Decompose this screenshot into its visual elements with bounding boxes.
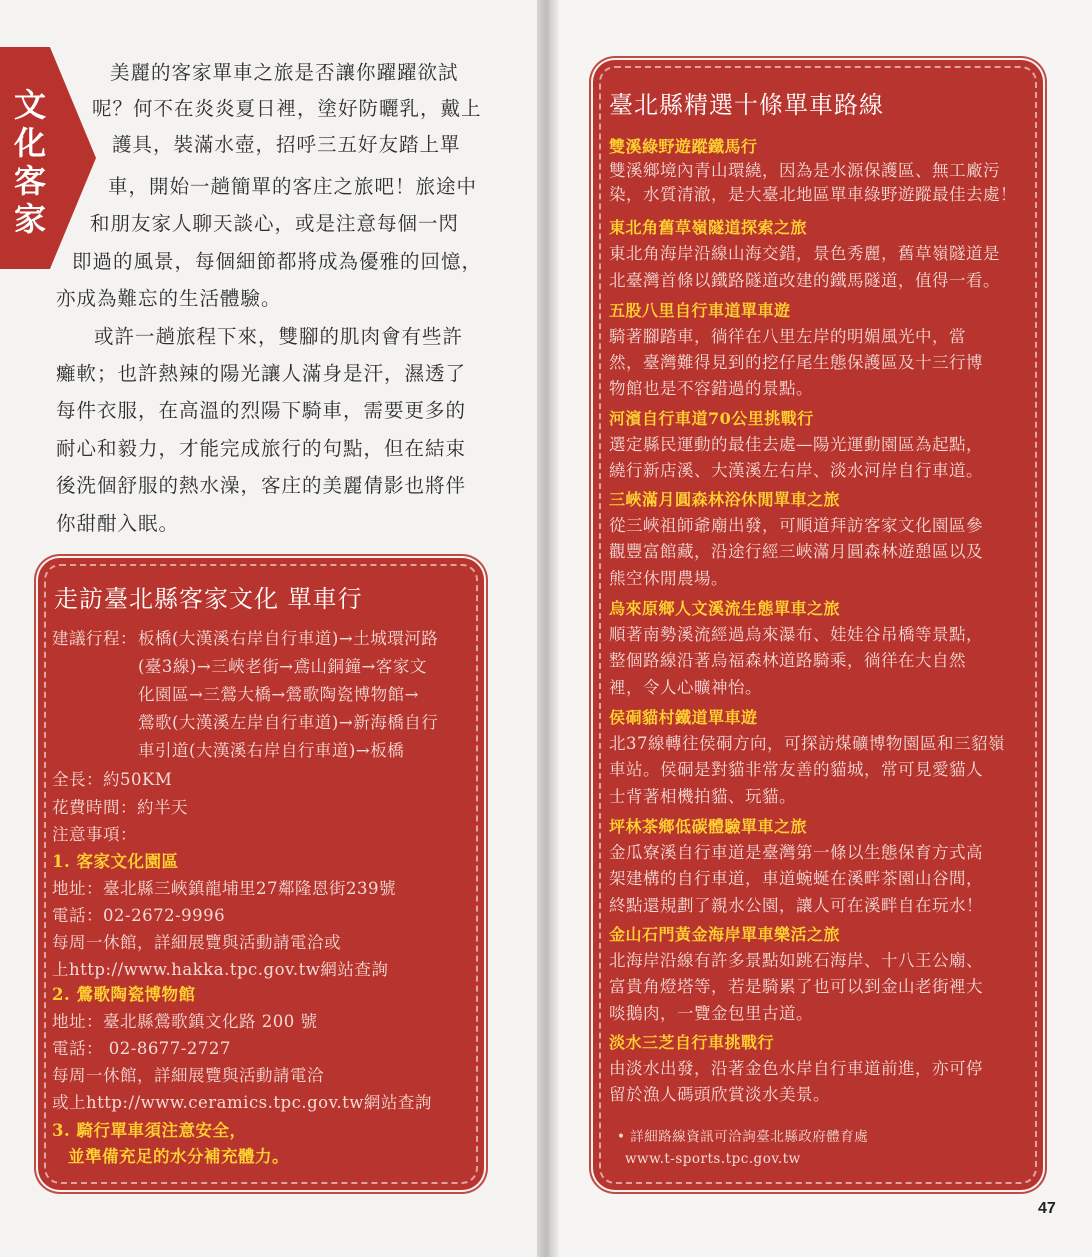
- venue2-hours: 每周一休館，詳細展覽與活動請電洽: [52, 1066, 324, 1085]
- itinerary-label: 建議行程：: [52, 629, 137, 648]
- intro-line: 耐心和毅力，才能完成旅行的句點，但在結束: [56, 437, 467, 460]
- route-name: 三峽滿月圓森林浴休閒單車之旅: [609, 490, 841, 509]
- route-desc: 由淡水出發，沿著金色水岸自行車道前進，亦可停: [609, 1059, 983, 1078]
- intro-line: 你甜酣入眠。: [56, 512, 180, 535]
- route-desc: 從三峽祖師爺廟出發，可順道拜訪客家文化園區參: [609, 516, 983, 535]
- safety-note: 並準備充足的水分補充體力。: [68, 1147, 289, 1166]
- route-desc: 留於漁人碼頭欣賞淡水美景。: [609, 1085, 830, 1104]
- route-desc: 金瓜寮溪自行車道是臺灣第一條以生態保育方式高: [609, 843, 983, 862]
- tab-char: 客: [13, 162, 46, 200]
- intro-line: 護具，裝滿水壺，招呼三五好友踏上單: [112, 133, 461, 156]
- route-desc: 整個路線沿著烏福森林道路騎乘，徜徉在大自然: [609, 651, 966, 670]
- intro-line: 呢？何不在炎炎夏日裡，塗好防曬乳，戴上: [92, 97, 482, 120]
- route-desc: 啖鵝肉，一覽金包里古道。: [609, 1004, 813, 1023]
- intro-line: 和朋友家人聊天談心，或是注意每個一閃: [90, 212, 460, 235]
- route-desc: 熊空休閒農場。: [609, 569, 728, 588]
- route-desc: 觀豐富館藏，沿途行經三峽滿月圓森林遊憩區以及: [609, 542, 983, 561]
- route-desc: 繞行新店溪、大漢溪左右岸、淡水河岸自行車道。: [609, 461, 983, 480]
- intro-line: 亦成為難忘的生活體驗。: [56, 287, 282, 310]
- intro-line: 癱軟；也許熱辣的陽光讓人滿身是汗，濕透了: [56, 362, 467, 385]
- route-desc: 染，水質清澈，是大臺北地區單車綠野遊蹤最佳去處！: [609, 185, 1017, 204]
- hakka-cycling-box: [38, 558, 484, 1190]
- page-number: 47: [1038, 1200, 1056, 1217]
- route-desc: 選定縣民運動的最佳去處—陽光運動園區為起點，: [609, 435, 983, 454]
- route-desc: 架建構的自行車道，車道蜿蜒在溪畔茶園山谷間，: [609, 869, 983, 888]
- venue2-website: 或上http://www.ceramics.tpc.gov.tw網站查詢: [52, 1093, 432, 1112]
- footer-note: • 詳細路線資訊可洽詢臺北縣政府體育處: [617, 1129, 869, 1145]
- route-name: 五股八里自行車道單車遊: [609, 301, 791, 320]
- route-desc: 順著南勢溪流經過烏來瀑布、娃娃谷吊橋等景點，: [609, 625, 983, 644]
- route-desc: 北海岸沿線有許多景點如跳石海岸、十八王公廟、: [609, 951, 983, 970]
- intro-line: 每件衣服，在高溫的烈陽下騎車，需要更多的: [56, 399, 467, 422]
- route-desc: 士背著相機拍貓、玩貓。: [609, 787, 796, 806]
- box-title: 走訪臺北縣客家文化 單車行: [54, 585, 363, 613]
- venue1-address: 地址：臺北縣三峽鎮龍埔里27鄰隆恩街239號: [52, 879, 396, 898]
- route-desc: 北臺灣首條以鐵路隧道改建的鐵馬隧道，值得一看。: [609, 271, 1000, 290]
- safety-note: 3. 騎行單車須注意安全，: [52, 1121, 247, 1140]
- route-name: 河濱自行車道70公里挑戰行: [609, 409, 814, 428]
- routes-box: [593, 60, 1043, 1190]
- route-desc: 物館也是不容錯過的景點。: [609, 379, 813, 398]
- tab-char: 家: [13, 200, 46, 238]
- itinerary-line: 化園區→三鶯大橋→鶯歌陶瓷博物館→: [138, 685, 419, 704]
- venue1-phone: 電話：02-2672-9996: [52, 906, 226, 925]
- itinerary-line: 鶯歌(大漢溪左岸自行車道)→新海橋自行: [138, 713, 439, 732]
- venue1-title: 1. 客家文化園區: [52, 852, 179, 871]
- route-desc: 雙溪鄉境內青山環繞，因為是水源保護區、無工廠污: [609, 161, 1000, 180]
- route-name: 坪林茶鄉低碳體驗單車之旅: [609, 817, 808, 836]
- intro-line: 後洗個舒服的熱水澡，客庄的美麗倩影也將伴: [56, 474, 467, 497]
- itinerary-line: 板橋(大漢溪右岸自行車道)→土城環河路: [138, 629, 439, 648]
- route-desc: 車站。侯硐是對貓非常友善的貓城，常可見愛貓人: [609, 760, 983, 779]
- venue2-phone: 電話： 02-8677-2727: [52, 1039, 231, 1058]
- route-name: 金山石門黃金海岸單車樂活之旅: [609, 925, 841, 944]
- total-length: 全長：約50KM: [52, 770, 173, 789]
- venue2-title: 2. 鶯歌陶瓷博物館: [52, 985, 196, 1004]
- route-desc: 富貴角燈塔等，若是騎累了也可以到金山老街裡大: [609, 977, 983, 996]
- route-desc: 北37線轉往侯硐方向，可探訪煤礦博物園區和三貂嶺: [609, 734, 1005, 753]
- intro-line: 即過的風景，每個細節都將成為優雅的回憶，: [72, 250, 483, 273]
- notes-label: 注意事項：: [52, 825, 137, 844]
- venue1-website: 上http://www.hakka.tpc.gov.tw網站查詢: [52, 960, 389, 979]
- time-spent: 花費時間：約半天: [52, 798, 188, 817]
- tab-char: 文: [13, 86, 46, 124]
- route-desc: 終點還規劃了親水公園，讓人可在溪畔自在玩水！: [609, 896, 983, 915]
- book-spine: [537, 0, 559, 1257]
- route-desc: 東北角海岸沿線山海交錯，景色秀麗，舊草嶺隧道是: [609, 244, 1000, 263]
- footer-url: www.t-sports.tpc.gov.tw: [625, 1151, 801, 1167]
- intro-line: 或許一趟旅程下來，雙腳的肌肉會有些許: [94, 325, 464, 348]
- tab-char: 化: [13, 124, 46, 162]
- itinerary-line: (臺3線)→三峽老街→鳶山銅鐘→客家文: [138, 657, 427, 676]
- routes-title: 臺北縣精選十條單車路線: [609, 91, 884, 119]
- route-desc: 裡，令人心曠神怡。: [609, 678, 762, 697]
- intro-line: 車，開始一趟簡單的客庄之旅吧！旅途中: [108, 175, 478, 198]
- intro-text: [0, 0, 537, 545]
- route-name: 東北角舊草嶺隧道探索之旅: [609, 218, 808, 237]
- intro-line: 美麗的客家單車之旅是否讓你躍躍欲試: [110, 61, 459, 84]
- venue1-hours: 每周一休館，詳細展覽與活動請電洽或: [52, 933, 341, 952]
- route-desc: 騎著腳踏車，徜徉在八里左岸的明媚風光中，當: [609, 327, 966, 346]
- route-name: 烏來原鄉人文溪流生態單車之旅: [609, 599, 841, 618]
- venue2-address: 地址：臺北縣鶯歌鎮文化路 200 號: [52, 1012, 318, 1031]
- route-name: 侯硐貓村鐵道單車遊: [609, 708, 758, 727]
- route-name: 雙溪綠野遊蹤鐵馬行: [609, 137, 758, 156]
- route-name: 淡水三芝自行車挑戰行: [609, 1033, 775, 1052]
- route-desc: 然，臺灣難得見到的挖仔尾生態保護區及十三行博: [609, 353, 983, 372]
- itinerary-line: 車引道(大漢溪右岸自行車道)→板橋: [138, 741, 405, 760]
